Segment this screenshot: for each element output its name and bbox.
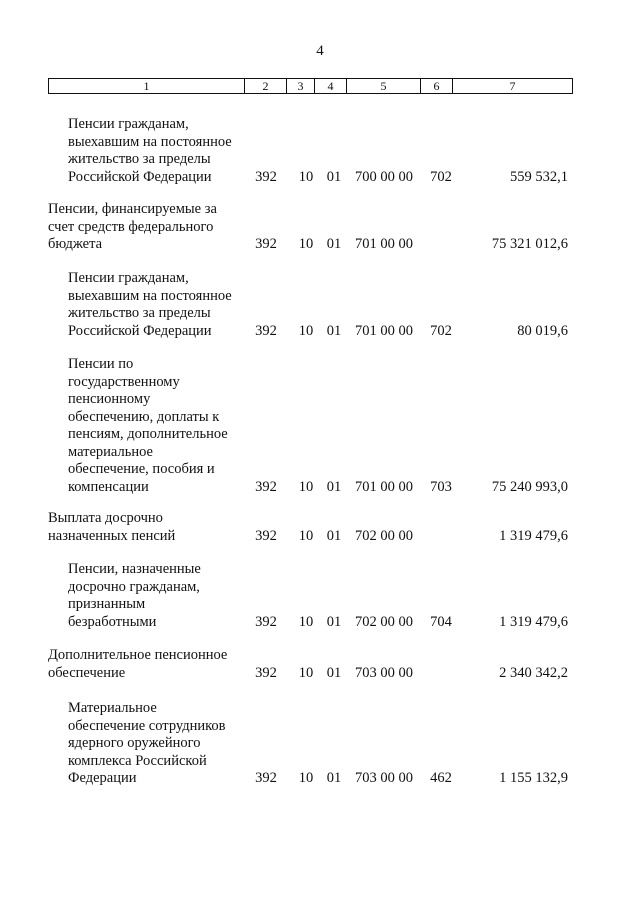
code-gl: 392 xyxy=(255,322,277,339)
code-pr: 01 xyxy=(326,322,342,339)
description-line: обеспечение xyxy=(48,664,126,681)
code-pr: 01 xyxy=(326,478,342,495)
description-line: Пенсии по xyxy=(68,356,134,372)
row-description xyxy=(68,356,258,496)
description-line: Дополнительное пенсионное xyxy=(48,647,228,663)
description-line: обеспечение сотрудников xyxy=(68,717,226,734)
description-line: государственному xyxy=(68,373,180,390)
description-line: назначенных пенсий xyxy=(48,527,176,544)
row-description xyxy=(68,270,258,340)
description-line: обеспечение, пособия и xyxy=(68,461,215,477)
column-header: 3 xyxy=(287,79,315,94)
description-line: жительство за пределы xyxy=(68,151,211,167)
code-gl: 392 xyxy=(255,527,277,544)
description-line: ядерного оружейного xyxy=(68,735,201,751)
code-gl: 392 xyxy=(255,664,277,681)
amount: 559 532,1 xyxy=(510,168,568,185)
description-line: безработными xyxy=(68,613,157,630)
description-line: пенсионному xyxy=(68,391,151,407)
code-gl: 392 xyxy=(255,168,277,185)
code-vr: 702 xyxy=(430,168,452,185)
code-pr: 01 xyxy=(326,236,342,252)
code-rz: 10 xyxy=(298,478,314,495)
description-line: материальное xyxy=(68,443,153,460)
row-description xyxy=(68,561,258,631)
description-line: бюджета xyxy=(48,236,103,252)
code-vr: 703 xyxy=(430,478,452,495)
code-rz: 10 xyxy=(298,770,314,786)
column-header: 2 xyxy=(245,79,287,94)
description-line: досрочно гражданам, xyxy=(68,578,200,595)
description-line: Пенсии гражданам, xyxy=(68,116,189,132)
row-description xyxy=(48,510,258,545)
code-gl: 392 xyxy=(255,478,277,495)
code-csr: 703 00 00 xyxy=(355,664,413,681)
code-rz: 10 xyxy=(298,322,314,339)
code-rz: 10 xyxy=(298,664,314,681)
description-line: Российской Федерации xyxy=(68,322,212,339)
description-line: выехавшим на постоянное xyxy=(68,133,232,150)
code-csr: 703 00 00 xyxy=(355,770,413,786)
code-csr: 701 00 00 xyxy=(355,236,413,252)
code-csr: 701 00 00 xyxy=(355,478,413,495)
description-line: Пенсии гражданам, xyxy=(68,270,189,286)
column-header: 1 xyxy=(49,79,245,94)
description-line: счет средств федерального xyxy=(48,218,214,235)
description-line: признанным xyxy=(68,596,146,612)
column-header-row xyxy=(49,79,573,94)
code-csr: 702 00 00 xyxy=(355,613,413,630)
code-csr: 700 00 00 xyxy=(355,168,413,185)
column-header-table xyxy=(48,78,573,94)
code-pr: 01 xyxy=(326,527,342,544)
description-line: Пенсии, финансируемые за xyxy=(48,201,217,217)
code-csr: 701 00 00 xyxy=(355,322,413,339)
code-rz: 10 xyxy=(298,527,314,544)
amount: 1 155 132,9 xyxy=(499,770,568,786)
code-gl: 392 xyxy=(255,236,277,252)
code-rz: 10 xyxy=(298,236,314,252)
amount: 75 321 012,6 xyxy=(491,236,568,252)
amount: 1 319 479,6 xyxy=(499,527,568,544)
amount: 75 240 993,0 xyxy=(491,478,568,495)
row-description xyxy=(68,700,258,788)
description-line: Российской Федерации xyxy=(68,168,212,185)
column-header: 6 xyxy=(421,79,453,94)
amount: 1 319 479,6 xyxy=(499,613,568,630)
code-rz: 10 xyxy=(298,613,314,630)
row-description xyxy=(48,201,258,254)
description-line: Выплата досрочно xyxy=(48,510,163,526)
code-pr: 01 xyxy=(326,770,342,786)
row-description xyxy=(48,647,258,682)
row-description xyxy=(68,116,258,186)
amount: 2 340 342,2 xyxy=(499,664,568,681)
description-line: жительство за пределы xyxy=(68,305,211,321)
page-number: 4 xyxy=(316,43,324,59)
code-csr: 702 00 00 xyxy=(355,527,413,544)
description-line: Пенсии, назначенные xyxy=(68,561,201,577)
amount: 80 019,6 xyxy=(517,322,568,339)
description-line: компенсации xyxy=(68,478,149,495)
code-vr: 704 xyxy=(430,613,452,630)
code-pr: 01 xyxy=(326,613,342,630)
description-line: пенсиям, дополнительное xyxy=(68,426,228,442)
code-vr: 702 xyxy=(430,322,452,339)
code-gl: 392 xyxy=(255,613,277,630)
column-header: 5 xyxy=(347,79,421,94)
code-vr: 462 xyxy=(430,770,452,786)
description-line: выехавшим на постоянное xyxy=(68,287,232,304)
code-pr: 01 xyxy=(326,664,342,681)
description-line: комплекса Российской xyxy=(68,752,207,769)
description-line: Федерации xyxy=(68,770,137,786)
code-pr: 01 xyxy=(326,168,342,185)
code-rz: 10 xyxy=(298,168,314,185)
column-header: 4 xyxy=(315,79,347,94)
description-line: Материальное xyxy=(68,700,157,716)
column-header: 7 xyxy=(453,79,573,94)
code-gl: 392 xyxy=(255,770,277,786)
description-line: обеспечению, доплаты к xyxy=(68,408,220,425)
